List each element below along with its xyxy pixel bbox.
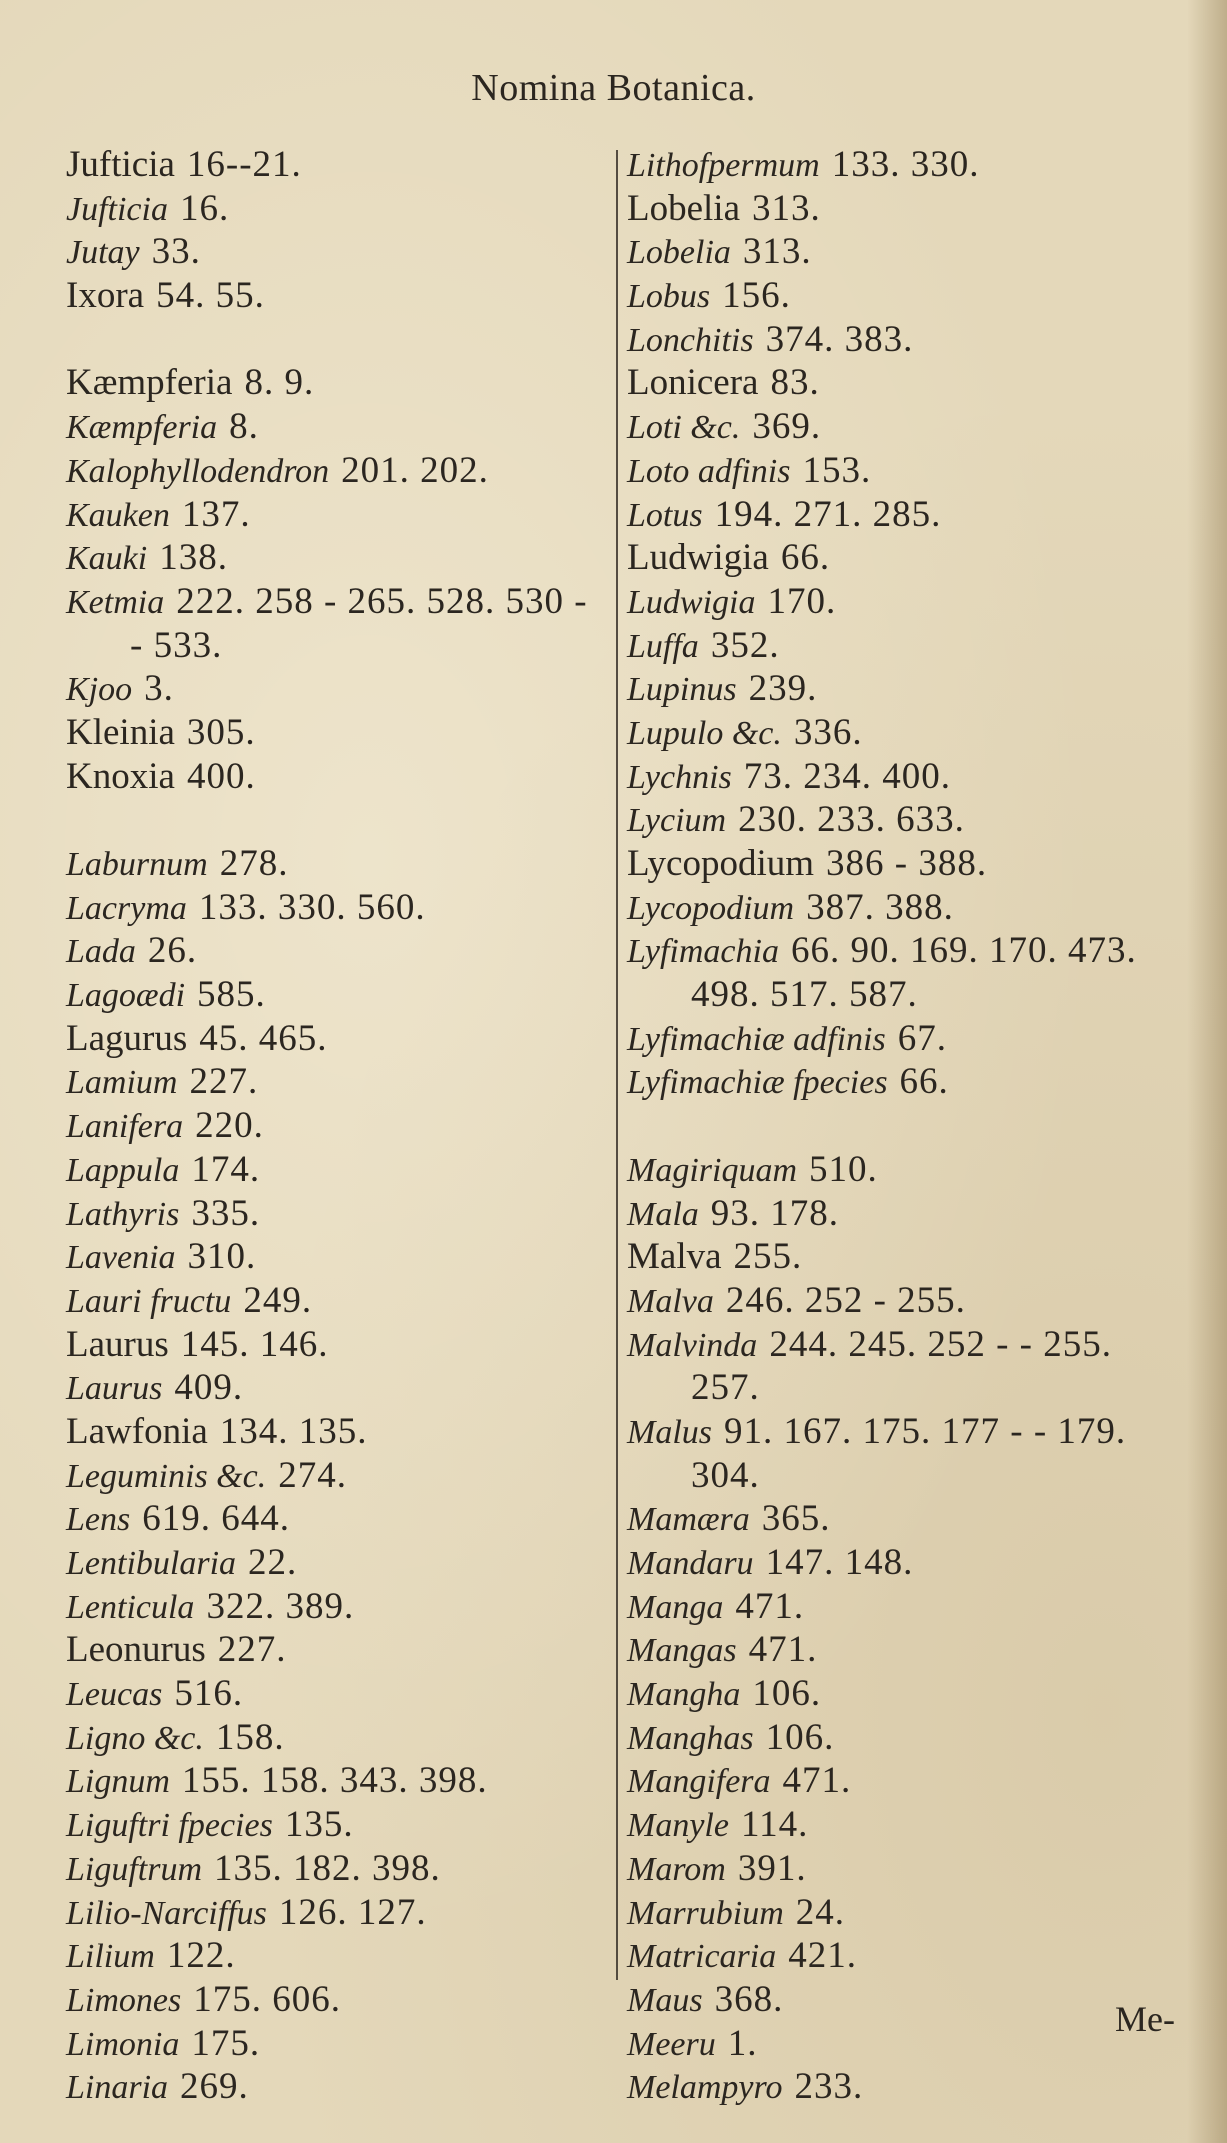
index-entry [627,1192,1187,1236]
plant-name: Manghas [627,1719,754,1757]
page-numbers: 386 - 388. [826,843,988,884]
page-numbers: 471. [748,1629,818,1671]
page-numbers: 156. [722,275,791,317]
plant-name: Lappula [66,1151,180,1189]
page-numbers: 175. [191,2022,261,2064]
index-entry [627,143,1187,187]
index-entry [627,230,1187,274]
page-numbers: 133. 330. 560. [198,886,426,928]
index-entry [627,1803,1187,1847]
index-entry [66,449,601,493]
page-numbers: - 533. [130,624,223,666]
page-numbers: 274. [278,1454,347,1496]
index-entry [627,1585,1187,1629]
plant-name: Liguftri fpecies [66,1807,273,1845]
index-entry [627,1934,1187,1978]
page-numbers: 233. [794,2066,864,2108]
plant-name: Lenticula [66,1588,195,1626]
index-entry [627,1628,1187,1672]
page-numbers: 1. [727,2022,758,2064]
page-numbers: 246. 252 - 255. [725,1279,966,1321]
plant-name: Kæmpferia [66,409,218,447]
page-numbers: 155. 158. 343. 398. [181,1760,488,1802]
plant-name: Mamæra [627,1501,750,1539]
index-entry [66,755,601,799]
index-entry [66,842,601,886]
page-numbers: 22. [248,1542,298,1583]
page-numbers: 175. 606. [193,1978,341,2020]
plant-name: Ligno &c. [66,1719,204,1757]
page-numbers: 16. [179,187,230,229]
plant-name: Lithofpermum [627,147,820,184]
page-numbers: 421. [788,1935,857,1977]
plant-name: Lacryma [66,889,187,927]
page-numbers: 230. 233. 633. [738,799,965,841]
plant-name: Lauri fructu [66,1282,232,1320]
plant-name: Mangha [627,1676,741,1714]
page-numbers: 278. [219,843,289,884]
index-entry [627,1017,1187,1061]
page-numbers: 365. [761,1498,831,1540]
index-entry [627,1148,1187,1192]
plant-name: Kauken [66,496,170,534]
index-entry [66,230,601,274]
plant-name: Liguftrum [66,1850,203,1888]
index-entry [66,1104,601,1148]
page-numbers: 147. 148. [765,1542,914,1583]
page-numbers: 336. [793,711,863,753]
page-numbers: 133. 330. [831,144,980,185]
plant-name: Lanifera [66,1108,184,1146]
page-numbers: 16--21. [186,144,302,185]
index-entry [66,711,601,755]
plant-name: Lonicera [627,362,759,404]
page-numbers: 510. [809,1148,878,1190]
page-edge-shadow [1187,0,1227,2143]
index-entry [66,405,601,449]
index-entry [66,1672,601,1716]
page-numbers: 106. [765,1716,835,1758]
plant-name: Leguminis &c. [66,1457,267,1495]
page-numbers: 304. [691,1454,760,1496]
plant-name: Lychnis [627,758,732,796]
plant-name: Lens [66,1501,131,1539]
plant-name: Linaria [66,2069,169,2107]
page-numbers: 145. 146. [180,1323,329,1365]
plant-name: Limones [66,1981,182,2019]
index-entry [66,667,601,711]
index-entry [627,493,1187,537]
page-numbers: 369. [752,406,822,448]
index-entry [66,361,601,405]
index-entry [66,1541,601,1585]
plant-name: Ludwigia [627,537,769,579]
page-numbers: 106. [752,1673,822,1715]
page-numbers: 54. 55. [156,275,265,317]
column-divider [616,150,618,1980]
plant-name: Magiriquam [627,1151,797,1189]
plant-name: Kalophyllodendron [66,452,330,490]
page-numbers: 313. [742,231,812,273]
plant-name: Lilio-Narciffus [66,1894,267,1932]
page-numbers: 3. [144,668,174,710]
plant-name: Ludwigia [627,583,756,621]
index-entry [66,1323,601,1367]
page-numbers: 73. 234. 400. [743,755,952,797]
index-entry [66,536,601,580]
index-entry [66,580,601,624]
page-numbers: 239. [748,668,818,710]
index-entry [627,274,1187,318]
plant-name: Lonchitis [627,321,754,359]
page-numbers: 249. [243,1279,313,1321]
plant-name: Meeru [627,2025,716,2063]
plant-name: Mala [627,1195,699,1233]
index-entry [66,274,601,318]
page-numbers: 137. [181,493,251,535]
page-numbers: 33. [151,231,201,273]
plant-name: Lignum [66,1763,170,1801]
index-entry [627,755,1187,799]
catchword: Me- [1115,1999,1175,2039]
index-entry [66,1847,601,1891]
page-numbers: 322. 389. [206,1585,355,1627]
page-numbers: 368. [714,1978,784,2020]
page-numbers: 170. [767,580,837,622]
plant-name: Leonurus [66,1629,206,1671]
index-entry [627,711,1187,755]
page-numbers: 227. [217,1629,287,1671]
page-numbers: 158. [215,1716,285,1758]
index-entry [66,2065,601,2109]
page-numbers: 257. [691,1367,760,1409]
page-numbers: 516. [174,1673,244,1715]
plant-name: Lycium [627,802,727,840]
plant-name: Lycopodium [627,843,815,884]
page-numbers: 153. [802,449,872,491]
page-numbers: 619. 644. [142,1498,290,1540]
plant-name: Lawfonia [66,1410,208,1452]
page-numbers: 45. 465. [199,1017,328,1059]
plant-name: Luffa [627,627,699,665]
plant-name: Lupinus [627,671,737,709]
index-entry-continuation [627,973,1187,1017]
plant-name: Lathyris [66,1195,180,1233]
plant-name: Marrubium [627,1894,784,1932]
page-numbers: 220. [195,1105,264,1147]
plant-name: Malva [627,1236,722,1278]
plant-name: Marom [627,1850,726,1888]
page-numbers: 126. 127. [278,1891,427,1933]
index-entry [66,1716,601,1760]
plant-name: Lobus [627,278,711,316]
index-entry-continuation [627,1454,1187,1498]
left-column [66,143,601,2109]
plant-name: Lobelia [627,187,741,229]
index-entry [627,1891,1187,1935]
index-entry [627,361,1187,405]
plant-name: Laburnum [66,846,208,883]
index-entry [66,1192,601,1236]
index-entry [627,929,1187,973]
page-numbers: 114. [740,1804,809,1846]
index-entry [627,842,1187,886]
index-entry [66,1410,601,1454]
index-entry [627,667,1187,711]
index-entry [627,1847,1187,1891]
index-entry [627,2065,1187,2109]
index-entry [627,536,1187,580]
index-entry [66,1279,601,1323]
running-header: Nomina Botanica. [471,67,756,109]
index-entry [66,1803,601,1847]
index-entry [627,449,1187,493]
index-entry [66,1978,601,2022]
index-entry [66,1628,601,1672]
plant-name: Lagoædi [66,977,186,1015]
index-entry [66,1585,601,1629]
index-entry [66,886,601,930]
page-numbers: 134. 135. [219,1410,368,1452]
plant-name: Loto adfinis [627,452,791,490]
page-numbers: 471. [782,1760,852,1802]
index-entry [627,2022,1187,2066]
page-numbers: 335. [191,1192,261,1234]
page-numbers: 255. [733,1236,803,1278]
plant-name: Laurus [66,1323,169,1365]
plant-name: Lycopodium [627,889,795,927]
page-numbers: 66. [780,537,831,579]
index-entry [66,1366,601,1410]
plant-name: Manga [627,1588,724,1626]
page-numbers: 498. 517. 587. [691,974,918,1016]
page-numbers: 91. 167. 175. 177 - - 179. [724,1410,1127,1452]
plant-name: Lobelia [627,234,731,272]
index-entry-continuation [66,624,601,668]
index-entry [627,886,1187,930]
index-entry [627,1672,1187,1716]
index-entry [627,1060,1187,1104]
plant-name: Lyfimachia [627,933,779,971]
page-numbers: 313. [752,187,821,229]
page-numbers: 305. [186,711,256,753]
index-entry [66,2022,601,2066]
plant-name: Mangifera [627,1763,771,1801]
page-numbers: 387. 388. [806,886,954,928]
page-numbers: 135. 182. 398. [214,1847,441,1889]
index-entry [627,624,1187,668]
index-entry [627,405,1187,449]
index-entry [627,1410,1187,1454]
page-numbers: 8. 9. [244,362,315,404]
page-numbers: 8. [229,406,259,448]
index-entry [66,1759,601,1803]
plant-name: Lentibularia [66,1545,237,1582]
index-entry [66,929,601,973]
index-entry [66,1235,601,1279]
plant-name: Jufticia [66,144,175,185]
plant-name: Lamium [66,1064,178,1102]
index-entry [66,493,601,537]
index-entry [66,1454,601,1498]
plant-name: Jufticia [66,190,168,228]
page-numbers: 409. [174,1367,244,1409]
index-entry [627,798,1187,842]
index-entry [66,973,601,1017]
page-numbers: 352. [710,624,780,666]
section-gap [627,1104,1187,1148]
plant-name: Maus [627,1981,703,2019]
plant-name: Lada [66,933,136,971]
index-entry [627,1541,1187,1585]
page-numbers: 194. 271. 285. [714,493,942,535]
plant-name: Kauki [66,540,148,578]
plant-name: Lavenia [66,1239,176,1277]
page-numbers: 310. [187,1236,257,1278]
index-entry [627,1716,1187,1760]
plant-name: Lyfimachiæ adfinis [627,1020,886,1058]
page-numbers: 138. [159,537,228,579]
index-entry [66,1148,601,1192]
plant-name: Ketmia [66,583,165,621]
index-entry [627,1759,1187,1803]
plant-name: Malvinda [627,1326,758,1364]
page-numbers: 67. [897,1017,947,1059]
index-entry [66,1934,601,1978]
plant-name: Mandaru [627,1545,754,1582]
page-numbers: 374. 383. [765,318,914,360]
right-column [627,143,1187,2109]
index-entry-continuation [627,1366,1187,1410]
plant-name: Kleinia [66,711,175,753]
plant-name: Lotus [627,496,703,534]
index-entry [627,580,1187,624]
page-numbers: 93. 178. [710,1192,840,1234]
plant-name: Mangas [627,1632,737,1670]
index-entry [627,1279,1187,1323]
plant-name: Knoxia [66,755,175,797]
index-entry [627,318,1187,362]
plant-name: Leucas [66,1676,163,1714]
plant-name: Limonia [66,2025,180,2063]
index-entry [66,1017,601,1061]
page-numbers: 585. [197,974,266,1016]
index-entry [627,1978,1187,2022]
plant-name: Lupulo &c. [627,714,782,752]
plant-name: Manyle [627,1807,729,1845]
page-numbers: 66. [899,1061,949,1103]
index-entry [627,1497,1187,1541]
page-numbers: 66. 90. 169. 170. 473. [790,930,1137,972]
plant-name: Malus [627,1413,712,1451]
plant-name: Kæmpferia [66,362,233,404]
plant-name: Lyfimachiæ fpecies [627,1064,888,1102]
page-numbers: 24. [795,1891,846,1933]
page-numbers: 244. 245. 252 - - 255. [769,1323,1112,1365]
page-numbers: 222. 258 - 265. 528. 530 - [176,580,588,622]
page-numbers: 227. [189,1061,259,1103]
index-entry [66,1060,601,1104]
index-entry [627,187,1187,231]
plant-name: Lilium [66,1938,155,1976]
plant-name: Loti &c. [627,409,741,447]
index-entry [66,187,601,231]
plant-name: Malva [627,1282,714,1320]
plant-name: Kjoo [66,671,133,709]
page-numbers: 471. [735,1585,805,1627]
plant-name: Jutay [66,234,140,272]
plant-name: Laurus [66,1370,163,1408]
page-numbers: 122. [166,1935,236,1977]
page-numbers: 269. [180,2066,249,2108]
index-entry [66,1497,601,1541]
section-gap [66,798,601,842]
page-numbers: 400. [186,755,256,797]
index-entry [627,1323,1187,1367]
index-entry [66,1891,601,1935]
index-entry [66,143,601,187]
plant-name: Lagurus [66,1017,188,1059]
plant-name: Matricaria [627,1938,777,1976]
section-gap [66,318,601,362]
page-numbers: 174. [191,1148,261,1190]
page-numbers: 201. 202. [341,449,489,491]
plant-name: Melampyro [627,2069,783,2107]
page-numbers: 26. [147,930,198,972]
plant-name: Ixora [66,275,145,317]
page-numbers: 83. [770,362,820,404]
page-numbers: 135. [284,1804,354,1846]
index-entry [627,1235,1187,1279]
page-numbers: 391. [737,1847,807,1889]
